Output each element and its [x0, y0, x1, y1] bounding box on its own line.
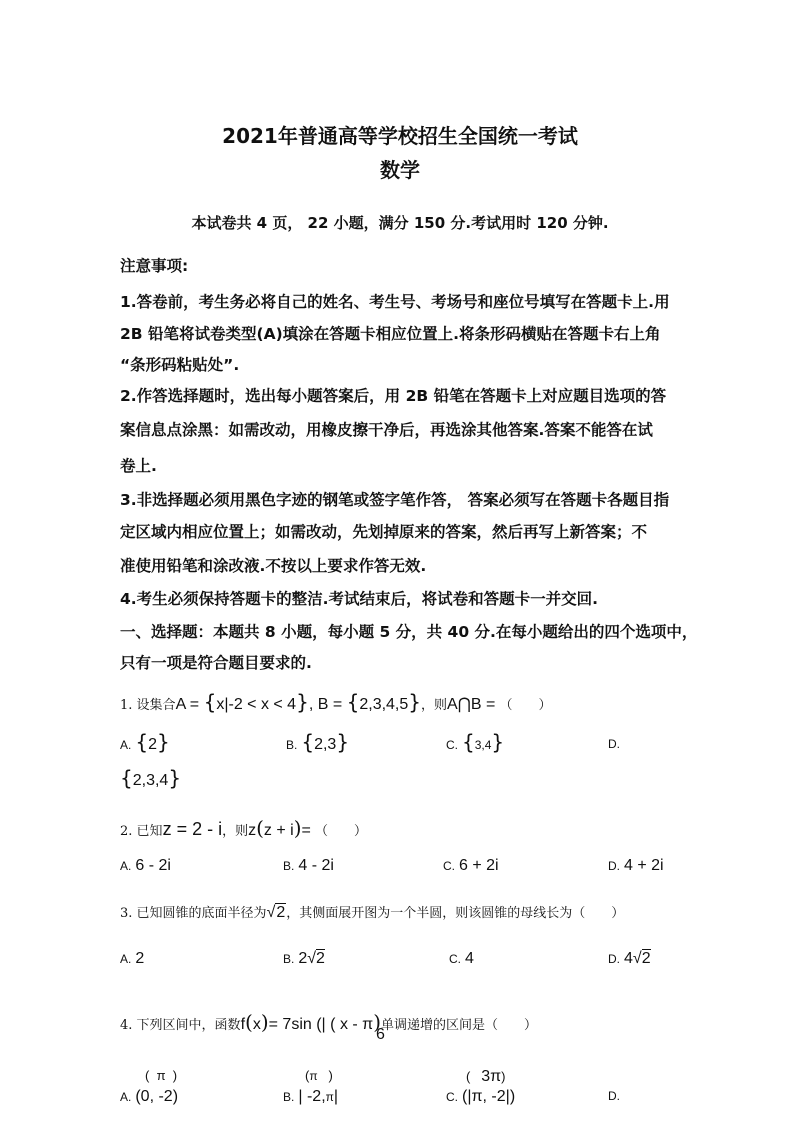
exam-subject: 数学 [380, 158, 420, 182]
q1-option-a: A. {2} [120, 730, 170, 754]
q4-option-c-top: ( 3π) [466, 1068, 506, 1085]
q4-option-b: B. | -2,π| [283, 1088, 339, 1105]
set-a-body: x|-2 < x < 4 [216, 696, 297, 713]
notice-item-2-line-3: 卷上. [120, 457, 157, 475]
question-1: 1. 设集合A = {x|-2 < x < 4}, B = {2,3,4,5}，则A⋂B = （ ） [120, 690, 552, 714]
q4-option-d: D. [608, 1089, 620, 1103]
notice-item-2-line-1: 2.作答选择题时，选出每小题答案后，用 2B 铅笔在答题卡上对应题目选项的答 [120, 387, 667, 405]
question-number: 1. [120, 698, 133, 713]
q2-option-c: C. 6 + 2i [443, 857, 499, 874]
question-2: 2. 已知z = 2 - i，则z(z + i)= （ ） [120, 816, 368, 840]
question-text: ，则 [421, 698, 448, 713]
q2-option-a: A. 6 - 2i [120, 857, 171, 874]
set-b-body: 2,3,4,5 [359, 696, 409, 713]
q3-option-c: C. 4 [449, 950, 474, 967]
q4-option-c: C. (|π, -2|) [446, 1088, 516, 1105]
q3-option-d: D. 4√2 [608, 950, 651, 967]
q2-option-d: D. 4 + 2i [608, 857, 664, 874]
q1-option-c: C. {3,4} [446, 730, 505, 754]
set-b-label: B = [317, 696, 347, 713]
q4-option-b-top: (π ) [305, 1068, 333, 1083]
q2-option-b: B. 4 - 2i [283, 857, 334, 874]
q1-option-b: B. {2,3} [286, 730, 350, 754]
notice-item-1-line-1: 1.答卷前，考生务必将自己的姓名、考生号、考场号和座位号填写在答题卡上.用 [120, 293, 670, 311]
notice-item-4: 4.考生必须保持答题卡的整洁.考试结束后，将试卷和答题卡一并交回. [120, 590, 598, 608]
notice-item-3-line-2: 定区域内相应位置上；如需改动，先划掉原来的答案，然后再写上新答案；不 [120, 523, 648, 541]
section-heading-line-1: 一、选择题：本题共 8 小题，每小题 5 分，共 40 分.在每小题给出的四个选项中， [120, 623, 698, 641]
question-expression: A⋂B = [447, 696, 496, 713]
answer-paren: （ ） [499, 698, 552, 713]
question-3: 3. 已知圆锥的底面半径为√2，其侧面展开图为一个半圆，则该圆锥的母线长为（ ） [120, 904, 625, 921]
q3-option-b: B. 2√2 [283, 950, 325, 967]
q4-option-a-top: ( π ) [145, 1068, 178, 1083]
exam-info: 本试卷共 4 页， 22 小题，满分 150 分.考试用时 120 分钟. [191, 214, 609, 232]
exam-title: 2021年普通高等学校招生全国统一考试 [222, 124, 578, 148]
q3-option-a: A. 2 [120, 950, 145, 967]
notice-item-2-line-2: 案信息点涂黑：如需改动，用橡皮擦干净后，再选涂其他答案.答案不能答在试 [120, 421, 653, 439]
q4-option-a: A. (0, -2) [120, 1088, 179, 1105]
notice-item-3-line-1: 3.非选择题必须用黑色字迹的钢笔或签字笔作答， 答案必须写在答题卡各题目指 [120, 491, 670, 509]
question-4: 4. 下列区间中，函数f(x)= 7sin (| ( x - π)单调递增的区间是（ ） [120, 1010, 538, 1034]
notice-item-1-line-3: “条形码粘贴处”. [120, 356, 240, 374]
section-heading-line-2: 只有一项是符合题目要求的. [120, 654, 312, 672]
notice-item-3-line-3: 准使用铅笔和涂改液.不按以上要求作答无效. [120, 557, 427, 575]
q1-option-d: {2,3,4} [120, 766, 182, 790]
notice-heading: 注意事项: [120, 257, 189, 275]
set-a-label: A = [175, 696, 204, 713]
q4-denominator: 6 [376, 1026, 385, 1043]
notice-item-1-line-2: 2B 铅笔将试卷类型(A)填涂在答题卡相应位置上.将条形码横贴在答题卡右上角 [120, 325, 661, 343]
q1-option-d-label: D. [608, 737, 620, 751]
question-text: 设集合 [136, 698, 176, 713]
